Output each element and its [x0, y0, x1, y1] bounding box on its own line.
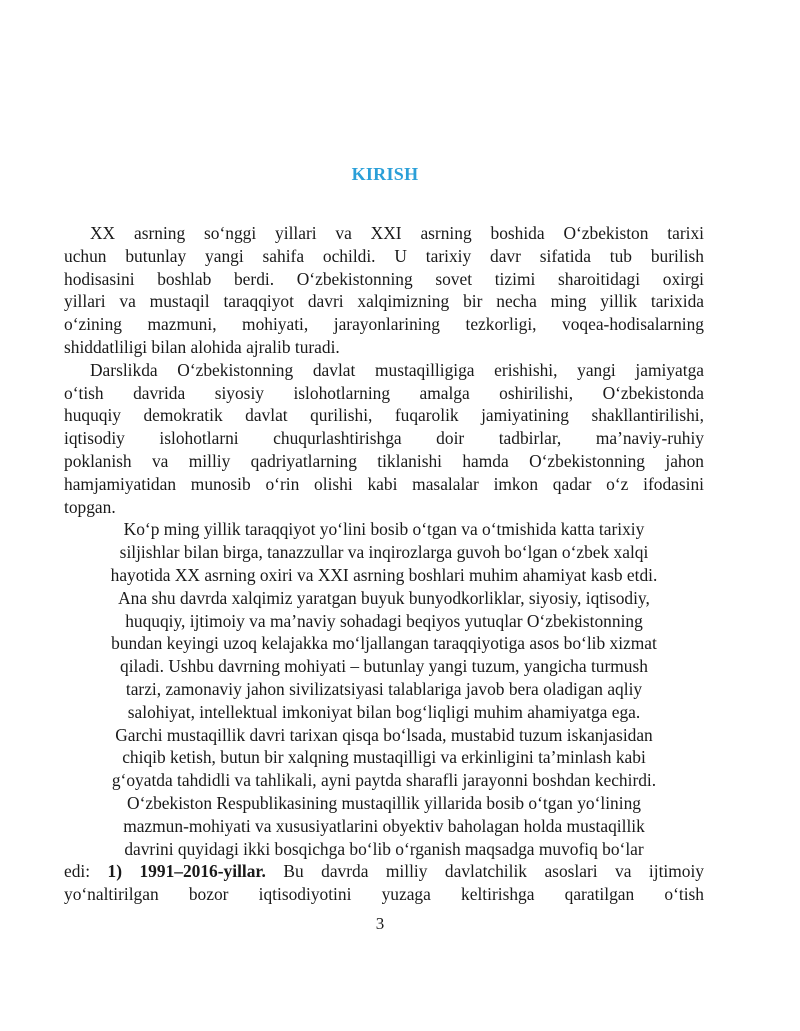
text-line: bundan keyingi uzoq kelajakka mo‘ljallangan taraqqiyotiga asos bo‘lib xizmat [111, 633, 657, 654]
body-text [64, 222, 704, 906]
text-line: huquqiy, ijtimoiy va ma’naviy sohadagi beqiyos yutuqlar O‘zbekistonning [125, 610, 643, 631]
text-line: poklanish va milliy qadriyatlarning tiklanishi hamda O‘zbekistonning jahon [64, 450, 704, 471]
text-line: O‘zbekiston Respublikasining mustaqillik yillarida bosib o‘tgan yo‘lining [127, 792, 641, 813]
text-line-mixed [64, 860, 704, 883]
text-line: o‘tish davrida siyosiy islohotlarning amalga oshirilishi, O‘zbekistonda [64, 382, 704, 403]
page-number: 3 [375, 914, 385, 933]
text-line: hodisasini boshlab berdi. O‘zbekistonning sovet tizimi sharoitidagi oxirgi [64, 268, 704, 289]
text-line: qiladi. Ushbu davrning mohiyati – butunlay yangi tuzum, yangicha turmush [120, 656, 648, 677]
text-line: davrini quyidagi ikki bosqichga bo‘lib o‘rganish maqsadga muvofiq bo‘lar [124, 838, 644, 859]
text-line: siljishlar bilan birga, tanazzullar va inqirozlarga guvoh bo‘lgan o‘zbek xalqi [119, 542, 649, 563]
text-line: huquqiy demokratik davlat qurilishi, fuqarolik jamiyatining shakllantirilishi, [64, 405, 704, 426]
text-line: topgan. [64, 496, 116, 517]
text-line: hayotida XX asrning oxiri va XXI asrning boshlari muhim ahamiyat kasb etdi. [110, 564, 658, 585]
text-line: Garchi mustaqillik davri tarixan qisqa bo‘lsada, mustabid tuzum iskanjasidan [115, 724, 653, 745]
text-line: Ana shu davrda xalqimiz yaratgan buyuk bunyodkorliklar, siyosiy, iqtisodiy, [118, 587, 650, 608]
text-line: mazmun-mohiyati va xususiyatlarini obyektiv baholagan holda mustaqillik [123, 815, 645, 836]
text-line: yo‘naltirilgan bozor iqtisodiyotini yuzaga keltirishga qaratilgan o‘tish [64, 884, 704, 905]
text-line: XX asrning so‘nggi yillari va XXI asrning boshida O‘zbekiston tarixi [90, 223, 704, 243]
section-heading: KIRISH [351, 164, 419, 184]
text-line: Darslikda O‘zbekistonning davlat mustaqilligiga erishishi, yangi jamiyatga [90, 359, 704, 380]
text-line: hamjamiyatidan munosib o‘rin olishi kabi masalalar imkon qadar o‘z ifodasini [64, 473, 704, 494]
text-line: o‘zining mazmuni, mohiyati, jarayonlarining tezkorligi, voqea-hodisalarning [64, 314, 704, 335]
text-line: yillari va mustaqil taraqqiyot davri xalqimizning bir necha ming yillik tarixida [64, 291, 704, 312]
text-line: tarzi, zamonaviy jahon sivilizatsiyasi talablariga javob bera oladigan aqliy [125, 678, 643, 699]
text-fragment: edi: [64, 861, 91, 882]
bold-period-label: 1) 1991–2016-yillar. [107, 861, 266, 882]
text-line: salohiyat, intellektual imkoniyat bilan bog‘liqligi muhim ahamiyatga ega. [127, 701, 641, 722]
text-line: iqtisodiy islohotlarni chuqurlashtirishga doir tadbirlar, ma’naviy-ruhiy [64, 428, 704, 449]
text-line: shiddatliligi bilan alohida ajralib turadi. [64, 336, 340, 357]
text-line: uchun butunlay yangi sahifa ochildi. U tarixiy davr sifatida tub burilish [64, 245, 704, 266]
text-line: chiqib ketish, butun bir xalqning mustaqilligi va erkinligini ta’minlash kabi [122, 747, 646, 768]
text-line: Ko‘p ming yillik taraqqiyot yo‘lini bosib o‘tgan va o‘tmishida katta tarixiy [123, 519, 645, 540]
text-fragment: Bu davrda milliy davlatchilik asoslari va ijtimoiy [283, 861, 704, 882]
text-line: g‘oyatda tahdidli va tahlikali, ayni paytda sharafli jarayonni boshdan kechirdi. [111, 770, 657, 791]
